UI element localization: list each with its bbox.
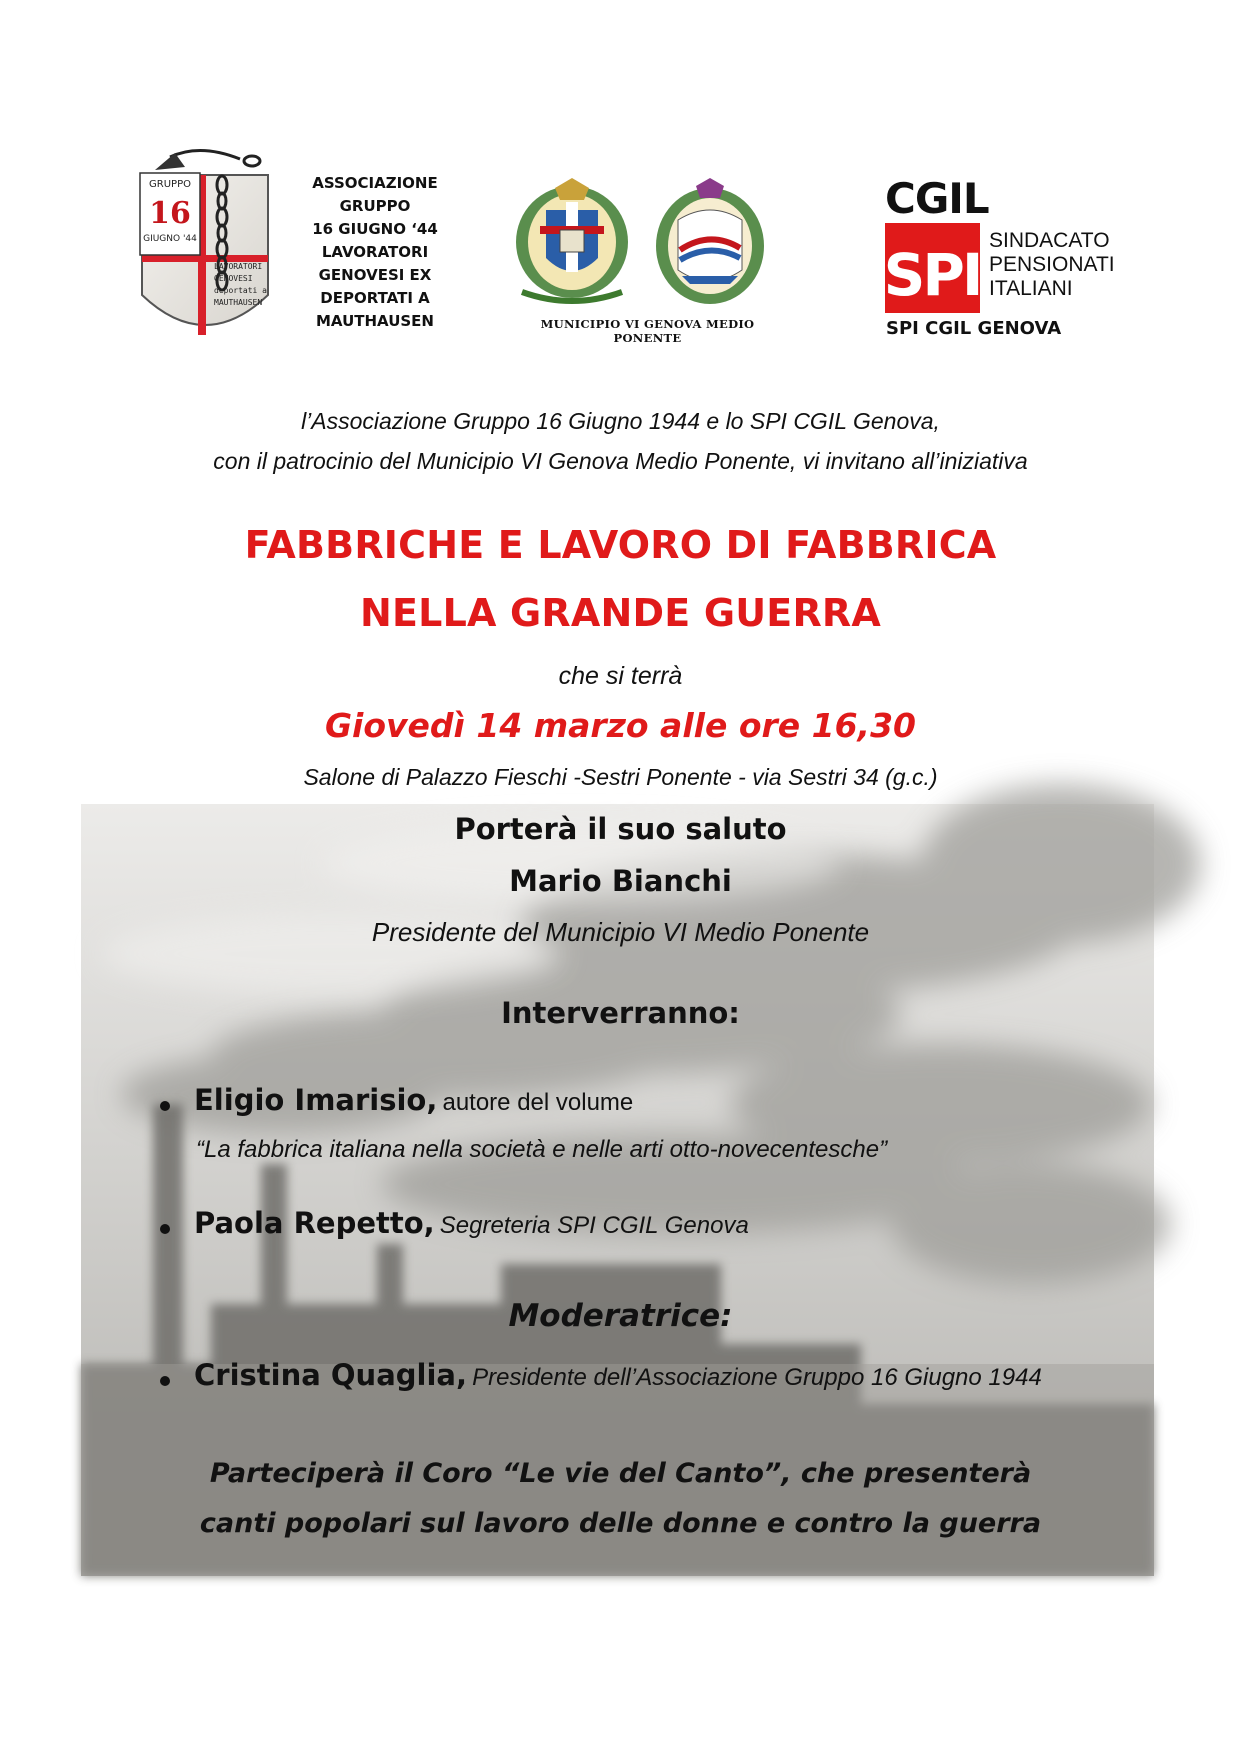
association-line: LAVORATORI <box>321 243 429 261</box>
badge-number: 16 <box>149 196 191 231</box>
association-line: GENOVESI EX <box>318 266 432 284</box>
badge-line-3: deportati a <box>214 286 267 295</box>
association-line: ASSOCIAZIONE <box>312 174 438 192</box>
association-line: GRUPPO <box>339 197 411 215</box>
spi-full-line: PENSIONATI <box>989 253 1115 276</box>
municipio-caption: MUNICIPIO VI GENOVA MEDIO PONENTE <box>540 317 755 345</box>
spi-wordmark: SPI <box>883 241 981 309</box>
speaker-role: Segreteria SPI CGIL Genova <box>439 1212 749 1239</box>
spi-full-line: SINDACATO <box>989 229 1110 252</box>
speaker-name: Eligio Imarisio, <box>194 1083 438 1117</box>
genova-coat-of-arms-icon <box>516 178 628 301</box>
spi-full-line: ITALIANI <box>989 277 1073 300</box>
moderator-role: Presidente dell’Associazione Gruppo 16 Giugno 1944 <box>472 1364 1042 1391</box>
greeting-role: Presidente del Municipio VI Medio Ponente <box>371 917 870 947</box>
gruppo-16-giugno-logo <box>130 145 280 345</box>
pre-date-text: che si terrà <box>558 662 683 690</box>
intro-line-1: l’Associazione Gruppo 16 Giugno 1944 e lo SPI CGIL Genova, <box>301 408 940 434</box>
moderator-item <box>194 1358 1042 1392</box>
association-line: DEPORTATI A <box>320 289 430 307</box>
bullet-icon <box>160 1376 170 1386</box>
intro-line-2: con il patrocinio del Municipio VI Genova Medio Ponente, vi invitano all’iniziativa <box>213 448 1028 474</box>
greeting-name: Mario Bianchi <box>509 864 732 898</box>
event-venue: Salone di Palazzo Fieschi -Sestri Ponente - via Sestri 34 (g.c.) <box>303 764 938 790</box>
speaker-role: autore del volume <box>442 1089 634 1116</box>
badge-line-2: GENOVESI <box>214 274 253 283</box>
spi-cgil-logo <box>883 174 1115 315</box>
moderator-name: Cristina Quaglia, <box>194 1358 467 1392</box>
bullet-icon <box>160 1224 170 1234</box>
association-name <box>300 172 450 333</box>
closing-line-1: Parteciperà il Coro “Le vie del Canto”, che presenterà <box>209 1458 1032 1489</box>
speaker-item <box>194 1206 749 1240</box>
badge-line-4: MAUTHAUSEN <box>214 298 263 307</box>
badge-date-text: GIUGNO '44 <box>143 234 197 244</box>
municipio-coats-of-arms <box>500 180 790 340</box>
speaker-book-title: “La fabbrica italiana nella società e nelle arti otto-novecentesche” <box>196 1136 888 1163</box>
greeting-label: Porterà il suo saluto <box>454 812 787 846</box>
moderator-heading: Moderatrice: <box>508 1298 733 1334</box>
badge-line-1: LAVORATORI <box>214 262 263 271</box>
association-line: 16 GIUGNO ‘44 <box>312 220 438 238</box>
speaker-name: Paola Repetto, <box>194 1206 435 1240</box>
badge-top-text: GRUPPO <box>149 179 191 190</box>
speaker-item <box>194 1083 633 1117</box>
speakers-heading: Interverranno: <box>501 996 740 1030</box>
bullet-icon <box>160 1101 170 1111</box>
municipio-vi-coat-of-arms-icon <box>656 178 764 304</box>
event-date: Giovedì 14 marzo alle ore 16,30 <box>324 706 917 745</box>
event-title-line-2: NELLA GRANDE GUERRA <box>360 591 881 635</box>
cgil-wordmark: CGIL <box>885 174 989 223</box>
spi-cgil-genova-caption: SPI CGIL GENOVA <box>886 318 1062 339</box>
event-title-line-1: FABBRICHE E LAVORO DI FABBRICA <box>244 523 997 567</box>
closing-line-2: canti popolari sul lavoro delle donne e contro la guerra <box>199 1508 1042 1539</box>
association-line: MAUTHAUSEN <box>316 312 434 330</box>
